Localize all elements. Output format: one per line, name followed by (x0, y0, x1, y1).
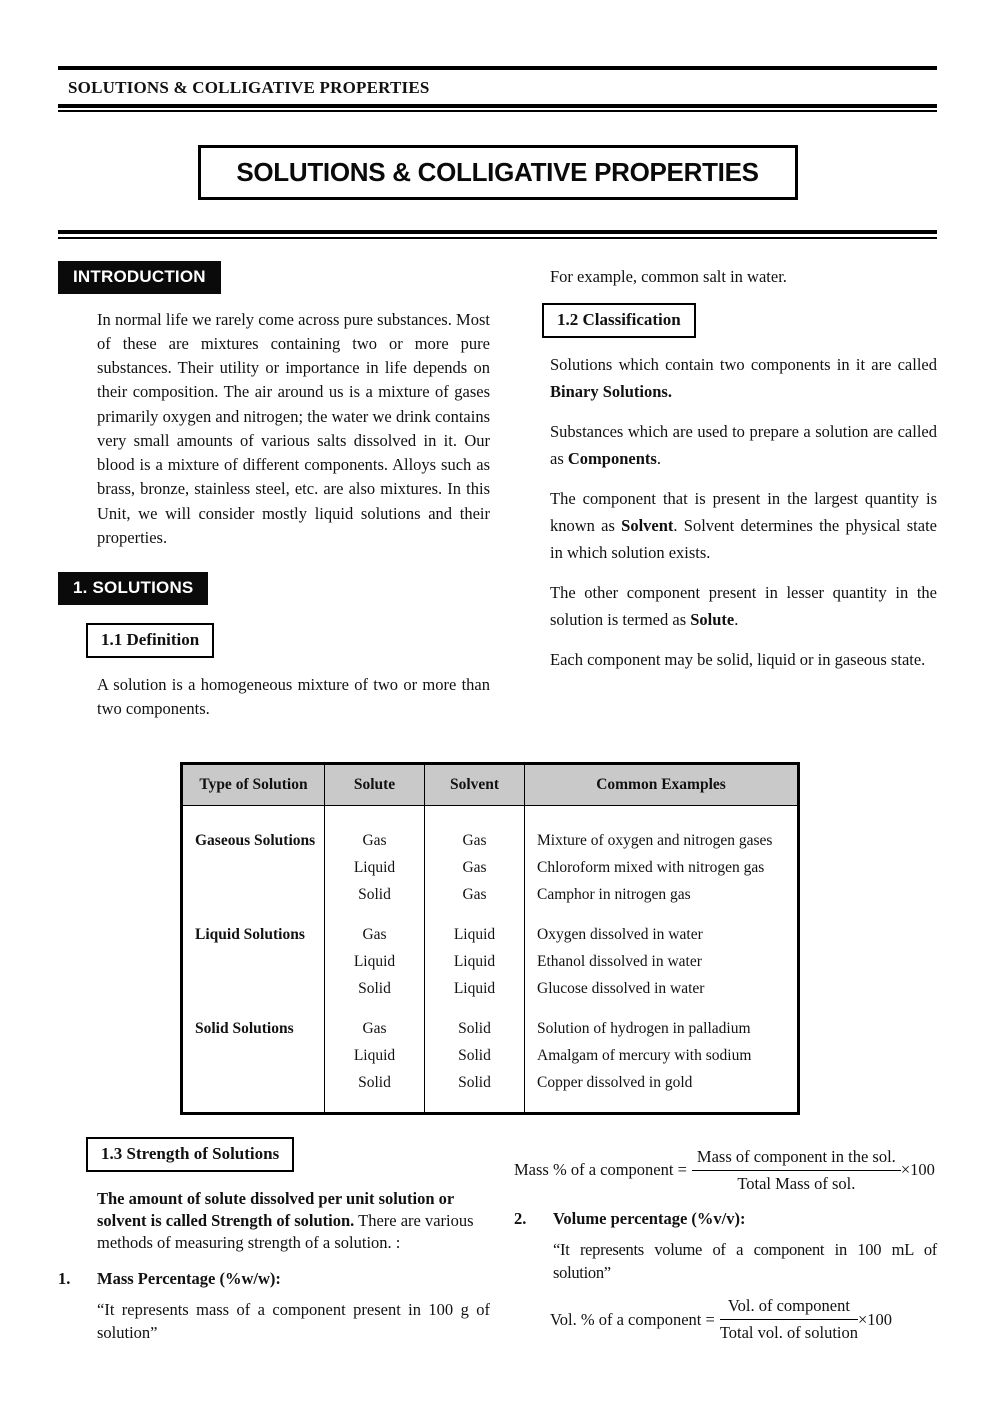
solvent-cell: Liquid (425, 948, 525, 975)
text-run: Substances which are used to prepare a solution are called as (550, 421, 937, 468)
text-run: There are various methods of measuring strength of a solution. : (97, 1210, 474, 1252)
formula-lhs: Mass % of a component = (514, 1160, 687, 1179)
example-cell: Ethanol dissolved in water (537, 952, 702, 970)
header-rule-bottom-thin (58, 110, 937, 112)
left-column-bottom (58, 1137, 490, 1345)
fraction-numerator: Vol. of component (720, 1296, 858, 1320)
example-cell: Mixture of oxygen and nitrogen gases (537, 831, 773, 849)
classification-heading: 1.2 Classification (542, 303, 696, 338)
table-row (182, 1002, 799, 1042)
solution-types-table (180, 762, 800, 1115)
list-item-mass-percentage (58, 1269, 490, 1345)
example-cell: Glucose dissolved in water (537, 979, 705, 997)
formula-fraction (720, 1296, 858, 1343)
item-body (553, 1209, 937, 1285)
example-cell: Solution of hydrogen in palladium (537, 1019, 751, 1037)
text-run: Solutions which contain two components in it are called (550, 354, 937, 374)
solute-cell: Solid (325, 1069, 425, 1114)
solution-type-cell: Liquid Solutions (182, 908, 325, 1002)
strength-lead-paragraph (97, 1188, 490, 1254)
strength-heading: 1.3 Strength of Solutions (86, 1137, 294, 1172)
table-header-row (182, 763, 799, 805)
solute-cell: Liquid (325, 948, 425, 975)
solute-cell: Liquid (325, 854, 425, 881)
running-header (58, 66, 937, 112)
bold-text-run: Solvent (621, 515, 674, 535)
right-column (514, 261, 937, 722)
solvent-cell: Solid (425, 1042, 525, 1069)
solvent-cell: Solid (425, 1002, 525, 1042)
solute-cell: Solid (325, 975, 425, 1002)
text-run: The component that is present in the largest quantity is known as (550, 488, 937, 535)
header-rule-bottom-thick (58, 104, 937, 108)
text-run: Each component may be solid, liquid or in gaseous state. (550, 649, 926, 669)
solute-cell: Gas (325, 1002, 425, 1042)
solute-cell: Liquid (325, 1042, 425, 1069)
text-run: . (656, 448, 661, 468)
fraction-denominator: Total Mass of sol. (737, 1173, 856, 1193)
title-divider (58, 230, 937, 239)
table-header-cell: Common Examples (525, 763, 799, 805)
running-header-title: SOLUTIONS & COLLIGATIVE PROPERTIES (68, 78, 430, 97)
definition-heading: 1.1 Definition (86, 623, 214, 658)
introduction-paragraph: In normal life we rarely come across pure substances. Most of these are mixtures containing two or more pure substances. Their utility or importance in life depends on their composition. The air around us is a mixture of gases primarily oxygen and nitrogen; the water we drink contains very small amounts of various salts dissolved in it. Our blood is a mixture of different components. Alloys such as brass, bronze, stainless steel, etc. are also mixtures. In this Unit, we will consider mostly liquid solutions and their properties. (97, 309, 490, 547)
upper-columns (58, 261, 937, 722)
classification-paragraph (550, 579, 937, 633)
solvent-cell: Gas (425, 854, 525, 881)
mass-percent-formula (514, 1147, 937, 1194)
introduction-heading: INTRODUCTION (58, 261, 221, 294)
solute-cell: Gas (325, 805, 425, 854)
table-header-cell: Solute (325, 763, 425, 805)
text-run: The other component present in lesser quantity in the solution is termed as (550, 582, 937, 629)
bold-text-run: Components (567, 448, 657, 468)
classification-paragraph (550, 485, 937, 566)
solute-cell: Solid (325, 881, 425, 908)
table-body (182, 805, 799, 1113)
item-description: “It represents mass of a component present in 100 g of solution” (97, 1299, 490, 1343)
item-title: Mass Percentage (%w/w): (97, 1268, 281, 1288)
classification-paragraph (550, 351, 937, 405)
example-cell: Camphor in nitrogen gas (537, 885, 691, 903)
page-title: SOLUTIONS & COLLIGATIVE PROPERTIES (198, 145, 798, 200)
solute-cell: Gas (325, 908, 425, 948)
fraction-numerator: Mass of component in the sol. (692, 1147, 901, 1171)
example-cell: Amalgam of mercury with sodium (537, 1046, 752, 1064)
table-row (182, 805, 799, 854)
text-run: . Solvent determines the physical state in which solution exists. (550, 515, 937, 562)
example-cell: Oxygen dissolved in water (537, 925, 703, 943)
solvent-cell: Gas (425, 881, 525, 908)
example-note: For example, common salt in water. (550, 266, 787, 286)
item-title: Volume percentage (%v/v): (553, 1208, 746, 1228)
item-number: 1. (58, 1268, 71, 1288)
table-header-cell: Type of Solution (182, 763, 325, 805)
bold-text-run: Binary Solutions. (550, 381, 672, 401)
volume-percent-formula (550, 1296, 937, 1343)
solvent-cell: Solid (425, 1069, 525, 1114)
formula-suffix: ×100 (900, 1160, 935, 1179)
example-cell: Chloroform mixed with nitrogen gas (537, 858, 765, 876)
solvent-cell: Liquid (425, 908, 525, 948)
list-item-volume-percentage (514, 1209, 937, 1285)
fraction-denominator: Total vol. of solution (719, 1323, 858, 1343)
item-number: 2. (514, 1208, 527, 1228)
table-header-cell: Solvent (425, 763, 525, 805)
table-row (182, 908, 799, 948)
text-run: . (734, 609, 739, 629)
definition-heading-wrap (58, 623, 490, 658)
divider-rule-thick (58, 230, 937, 234)
solvent-cell: Gas (425, 805, 525, 854)
solution-type-cell: Solid Solutions (182, 1002, 325, 1114)
classification-paragraph (550, 646, 937, 673)
formula-fraction (692, 1147, 901, 1194)
right-column-bottom (514, 1137, 937, 1345)
bold-text-run: The amount of solute dissolved per unit solution or solvent is called Strength of solution. (97, 1188, 454, 1230)
bold-text-run: Solute (690, 609, 735, 629)
table-head (182, 763, 799, 805)
example-cell: Copper dissolved in gold (537, 1073, 693, 1091)
item-body (97, 1269, 490, 1345)
solution-type-cell: Gaseous Solutions (182, 805, 325, 908)
definition-paragraph: A solution is a homogeneous mixture of two or more than two components. (97, 675, 490, 719)
classification-paragraph (550, 418, 937, 472)
item-description: “It represents volume of a component in 100 mL of solution” (553, 1239, 937, 1282)
formula-suffix: ×100 (857, 1309, 893, 1329)
solvent-cell: Liquid (425, 975, 525, 1002)
divider-rule-thin (58, 237, 937, 239)
solutions-section-heading: 1. SOLUTIONS (58, 572, 208, 605)
left-column (58, 261, 490, 722)
formula-lhs: Vol. % of a component = (550, 1309, 715, 1329)
lower-columns (58, 1137, 937, 1345)
classification-heading-wrap (514, 303, 937, 338)
